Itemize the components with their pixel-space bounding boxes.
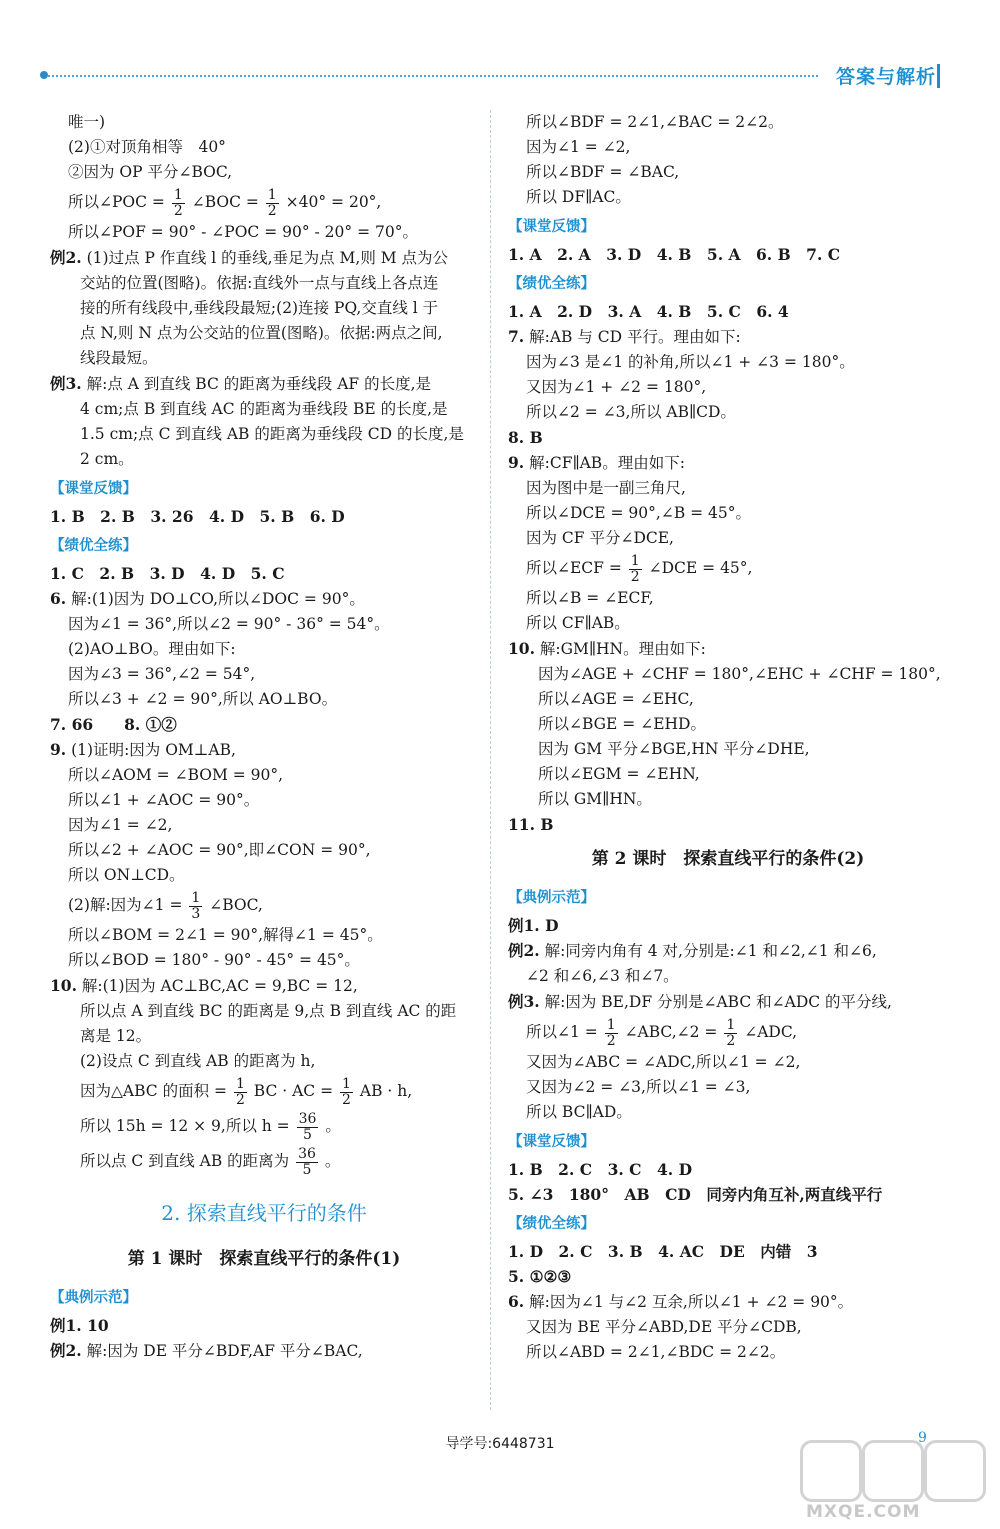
text-line: 所以 DF∥AC。 [526, 188, 631, 206]
text-line: 所以∠1 + ∠AOC = 90°。 [68, 791, 260, 809]
fraction-numerator: 1 [342, 1075, 351, 1092]
text-line: (2)AO⊥BO。理由如下: [68, 640, 236, 658]
question-line [50, 973, 478, 999]
fraction-denominator: 2 [726, 1032, 736, 1049]
example-line [50, 371, 478, 397]
text-span: 解:AB 与 CD 平行。理由如下: [524, 328, 741, 346]
fraction-numerator: 1 [726, 1016, 736, 1033]
watermark-box [862, 1440, 924, 1502]
text-span: ∠ADC, [744, 1023, 798, 1041]
text-line: 所以∠B = ∠ECF, [526, 589, 654, 607]
fraction-denominator: 5 [302, 1161, 312, 1178]
text-line: 因为 GM 平分∠BGE,HN 平分∠DHE, [538, 740, 810, 758]
page-number: 9 [918, 1430, 927, 1446]
text-span: (1)过点 P 作直线 l 的垂线,垂足为点 M,则 M 点为公 [81, 249, 449, 267]
text-span: 所以∠1 = [526, 1023, 598, 1041]
text-span: 解:(1)因为 DO⊥CO,所以∠DOC = 90°。 [66, 590, 365, 608]
question-line [50, 737, 478, 763]
header-title: 答案与解析 [835, 66, 936, 88]
example-line: 例1. D [508, 916, 559, 935]
text-line: 所以∠BDF = 2∠1,∠BAC = 2∠2。 [526, 113, 784, 131]
section-heading: 【课堂反馈】 [508, 219, 595, 235]
fraction [234, 1077, 247, 1108]
fraction-denominator: 2 [173, 202, 183, 219]
text-span: BC · AC = [253, 1082, 334, 1100]
lesson-title: 第 2 课时 探索直线平行的条件(2) [591, 849, 865, 869]
text-line: 因为∠3 = 36°,∠2 = 54°, [68, 665, 256, 683]
question-label: 9. [50, 740, 67, 759]
section-heading: 【典例示范】 [50, 1290, 137, 1306]
text-span: 。 [324, 1152, 341, 1170]
question-line [508, 450, 948, 476]
text-line: 所以∠BOM = 2∠1 = 90°,解得∠1 = 45°。 [68, 926, 383, 944]
example-line [50, 1338, 478, 1364]
text-line [508, 551, 948, 586]
text-span: ∠BOC = [191, 193, 259, 211]
text-line: 4 cm;点 B 到直线 AC 的距离为垂线段 BE 的长度,是 [80, 400, 448, 418]
text-line [50, 1074, 478, 1109]
text-line: 因为 CF 平分∠DCE, [526, 529, 674, 547]
question-label: 6. [50, 589, 67, 608]
question-label: 9. [508, 453, 525, 472]
watermark-url: MXQE.COM [806, 1502, 921, 1522]
fraction-denominator: 5 [303, 1126, 312, 1143]
text-line: 所以∠EGM = ∠EHN, [538, 765, 700, 783]
question-label: 6. [508, 1292, 525, 1311]
column-divider [490, 110, 491, 1410]
text-line [50, 1144, 478, 1179]
text-line: 唯一) [68, 113, 106, 131]
text-line: 因为∠1 = ∠2, [526, 138, 631, 156]
fraction [296, 1147, 318, 1178]
text-line: ②因为 OP 平分∠BOC, [68, 163, 233, 181]
watermark-box [800, 1440, 862, 1502]
text-line: 所以∠BDF = ∠BAC, [526, 163, 680, 181]
header-bar [937, 64, 940, 88]
text-line: 因为∠1 = ∠2, [68, 816, 173, 834]
answer-line: 1. C 2. B 3. D 4. D 5. C [50, 564, 285, 583]
text-line: 所以∠AOM = ∠BOM = 90°, [68, 766, 284, 784]
text-line: 所以∠2 = ∠3,所以 AB∥CD。 [526, 403, 736, 421]
text-span: ∠ABC,∠2 = [624, 1023, 718, 1041]
text-line: 线段最短。 [80, 349, 158, 367]
lesson-title: 第 1 课时 探索直线平行的条件(1) [127, 1249, 401, 1269]
fraction-denominator: 2 [630, 568, 640, 585]
text-line: 所以 GM∥HN。 [538, 790, 652, 808]
text-line: 因为图中是一副三角尺, [526, 479, 686, 497]
answer-line: 1. B 2. B 3. 26 4. D 5. B 6. D [50, 507, 345, 526]
header-dotted-rule [48, 75, 818, 77]
text-line: 因为∠1 = 36°,所以∠2 = 90° - 36° = 54°。 [68, 615, 390, 633]
fraction-denominator: 2 [235, 1091, 245, 1108]
example-label: 例2. [508, 941, 540, 960]
text-span: 解:因为 BE,DF 分别是∠ABC 和∠ADC 的平分线, [539, 993, 892, 1011]
text-span: ∠DCE = 45°, [648, 559, 753, 577]
text-line: 交站的位置(图略)。依据:直线外一点与直线上各点连 [80, 274, 439, 292]
text-span: (1)证明:因为 OM⊥AB, [66, 741, 236, 759]
text-line: 因为∠3 是∠1 的补角,所以∠1 + ∠3 = 180°。 [526, 353, 855, 371]
text-line: 因为∠AGE + ∠CHF = 180°,∠EHC + ∠CHF = 180°, [538, 665, 941, 683]
text-line: 所以 CF∥AB。 [526, 614, 630, 632]
text-line: 所以∠BGE = ∠EHD。 [538, 715, 706, 733]
example-line [50, 245, 478, 271]
text-line: 又因为 BE 平分∠ABD,DE 平分∠CDB, [526, 1318, 802, 1336]
fraction-numerator: 1 [235, 1075, 245, 1092]
header-dot [40, 71, 48, 79]
text-line: 所以∠DCE = 90°,∠B = 45°。 [526, 504, 752, 522]
example-label: 例2. [50, 1341, 82, 1360]
chapter-title: 2. 探索直线平行的条件 [161, 1201, 367, 1225]
text-line: 点 N,则 N 点为公交站的位置(图略)。依据:两点之间, [80, 324, 443, 342]
text-span: 因为△ABC 的面积 = [80, 1082, 227, 1100]
text-line: 所以∠2 + ∠AOC = 90°,即∠CON = 90°, [68, 841, 371, 859]
text-line: 2 cm。 [80, 450, 134, 468]
fraction-numerator: 1 [173, 186, 183, 203]
text-span: 解:GM∥HN。理由如下: [534, 640, 706, 658]
answer-line: 8. B [508, 428, 543, 447]
answer-line: 1. D 2. C 3. B 4. AC DE 内错 3 [508, 1242, 818, 1261]
fraction-numerator: 1 [191, 889, 201, 906]
text-span: 。 [325, 1117, 341, 1135]
fraction [724, 1018, 737, 1049]
text-span: 所以点 C 到直线 AB 的距离为 [80, 1152, 290, 1170]
question-label: 10. [508, 639, 535, 658]
left-column [50, 110, 478, 1364]
text-span: 所以∠POC = [68, 193, 165, 211]
text-line [50, 185, 478, 220]
example-label: 例2. [50, 248, 82, 267]
fraction-denominator: 2 [267, 202, 277, 219]
text-line: 又因为∠1 + ∠2 = 180°, [526, 378, 707, 396]
text-line: (2)设点 C 到直线 AB 的距离为 h, [80, 1052, 316, 1070]
example-line [508, 989, 948, 1015]
section-heading: 【绩优全练】 [50, 538, 137, 554]
text-span: 所以∠ECF = [526, 559, 622, 577]
fraction [189, 891, 202, 922]
right-column [508, 110, 948, 1365]
watermark-logo [800, 1440, 990, 1525]
fraction [266, 188, 279, 219]
text-span: 所以 15h = 12 × 9,所以 h = [80, 1117, 290, 1135]
fraction [629, 554, 642, 585]
text-span: ×40° = 20°, [285, 193, 382, 211]
answer-line: 1. A 2. A 3. D 4. B 5. A 6. B 7. C [508, 245, 841, 264]
question-line [508, 1289, 948, 1315]
text-line: (2)①对顶角相等 40° [68, 138, 226, 156]
fraction [605, 1018, 618, 1049]
watermark-box [924, 1440, 986, 1502]
fraction [297, 1112, 319, 1143]
text-span: 解:(1)因为 AC⊥BC,AC = 9,BC = 12, [76, 977, 358, 995]
section-heading: 【课堂反馈】 [508, 1134, 595, 1150]
text-line: 所以∠ABD = 2∠1,∠BDC = 2∠2。 [526, 1343, 786, 1361]
question-line [50, 586, 478, 612]
answer-line: 11. B [508, 815, 554, 834]
fraction [340, 1077, 353, 1108]
text-line: 所以 ON⊥CD。 [68, 866, 185, 884]
text-line: 所以∠3 + ∠2 = 90°,所以 AO⊥BO。 [68, 690, 338, 708]
text-span: AB · h, [359, 1082, 413, 1100]
section-heading: 【绩优全练】 [508, 276, 595, 292]
text-line [50, 888, 478, 923]
answer-line: 5. ∠3 180° AB CD 同旁内角互补,两直线平行 [508, 1185, 883, 1204]
text-line: 所以 BC∥AD。 [526, 1103, 632, 1121]
example-label: 例3. [508, 992, 540, 1011]
text-line: 所以∠AGE = ∠EHC, [538, 690, 694, 708]
text-span: ∠BOC, [209, 896, 263, 914]
text-span: 解:CF∥AB。理由如下: [524, 454, 685, 472]
section-heading: 【课堂反馈】 [50, 481, 137, 497]
answer-line: 1. A 2. D 3. A 4. B 5. C 6. 4 [508, 302, 789, 321]
example-label: 例3. [50, 374, 82, 393]
text-line: 所以∠BOD = 180° - 90° - 45° = 45°。 [68, 951, 360, 969]
fraction [172, 188, 185, 219]
example-line [508, 938, 948, 964]
text-line [508, 1015, 948, 1050]
text-line: 又因为∠ABC = ∠ADC,所以∠1 = ∠2, [526, 1053, 801, 1071]
text-line [50, 1109, 478, 1144]
text-line: 所以点 A 到直线 BC 的距离是 9,点 B 到直线 AC 的距 [80, 1002, 457, 1020]
text-line: ∠2 和∠6,∠3 和∠7。 [526, 967, 679, 985]
example-line: 例1. 10 [50, 1316, 109, 1335]
footer-code: 导学号:6448731 [445, 1436, 555, 1452]
text-span: 解:点 A 到直线 BC 的距离为垂线段 AF 的长度,是 [81, 375, 432, 393]
text-span: (2)解:因为∠1 = [68, 896, 183, 914]
question-label: 10. [50, 976, 77, 995]
question-label: 7. [508, 327, 525, 346]
question-line [508, 324, 948, 350]
text-line: 又因为∠2 = ∠3,所以∠1 = ∠3, [526, 1078, 751, 1096]
text-span: 解:因为 DE 平分∠BDF,AF 平分∠BAC, [81, 1342, 363, 1360]
answer-line: 5. ①②③ [508, 1267, 572, 1286]
section-heading: 【绩优全练】 [508, 1216, 595, 1232]
fraction-numerator: 1 [606, 1016, 616, 1033]
text-span: 解:因为∠1 与∠2 互余,所以∠1 + ∠2 = 90°。 [524, 1293, 854, 1311]
question-line [508, 636, 948, 662]
section-heading: 【典例示范】 [508, 890, 595, 906]
answer-line: 7. 66 8. ①② [50, 715, 177, 734]
text-line: 离是 12。 [80, 1027, 152, 1045]
text-line: 接的所有线段中,垂线段最短;(2)连接 PQ,交直线 l 于 [80, 299, 439, 317]
text-span: 解:同旁内角有 4 对,分别是:∠1 和∠2,∠1 和∠6, [539, 942, 877, 960]
fraction-numerator: 36 [298, 1145, 316, 1162]
answer-line: 1. B 2. C 3. C 4. D [508, 1160, 693, 1179]
fraction-numerator: 1 [267, 186, 277, 203]
fraction-denominator: 3 [191, 905, 201, 922]
fraction-numerator: 36 [298, 1110, 317, 1127]
text-line: 1.5 cm;点 C 到直线 AB 的距离为垂线段 CD 的长度,是 [80, 425, 464, 443]
fraction-numerator: 1 [630, 552, 640, 569]
text-line: 所以∠POF = 90° - ∠POC = 90° - 20° = 70°。 [68, 223, 418, 241]
fraction-denominator: 2 [606, 1032, 616, 1049]
fraction-denominator: 2 [342, 1091, 351, 1108]
page-header [40, 62, 940, 90]
